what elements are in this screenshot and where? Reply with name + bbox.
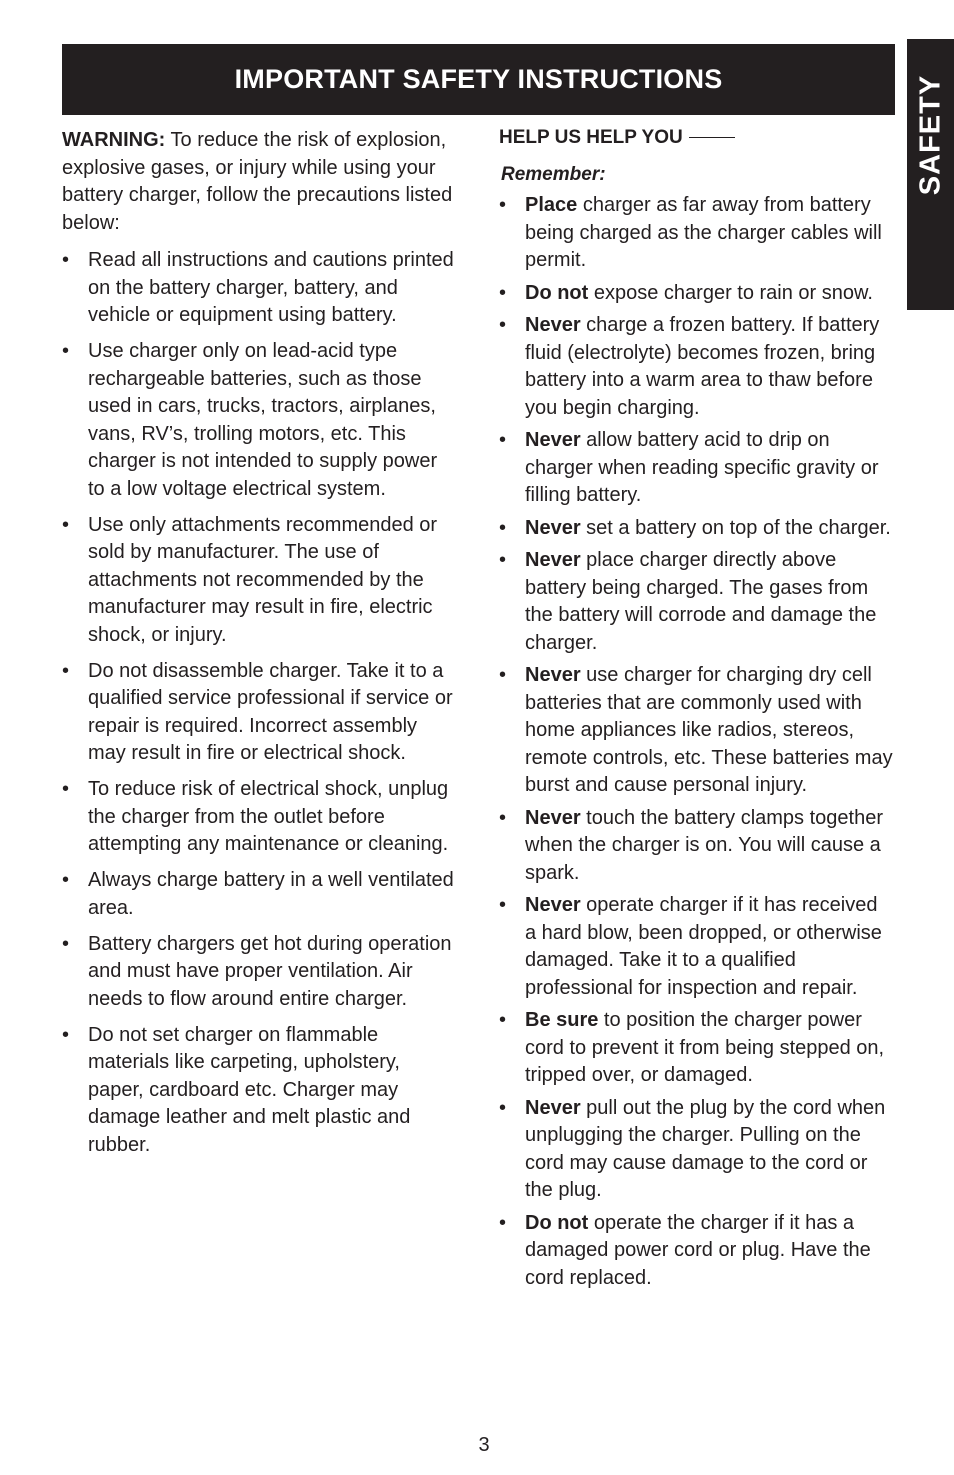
list-item-text: Do not set charger on flammable materials like carpeting, upholstery, paper, cardboard etc. Charger may damage leather and melt plastic and rubber. — [88, 1023, 411, 1156]
list-item-lead: Place — [525, 194, 578, 216]
list-item-text: to position the charger power cord to prevent it from being stepped on, tripped over, or damaged. — [525, 1009, 885, 1086]
list-item-text: place charger directly above battery being charged. The gases from the battery will corrode and damage the charger. — [525, 549, 877, 654]
list-item — [62, 1022, 457, 1160]
list-item-lead: Never — [525, 549, 581, 571]
list-item-text: charger as far away from battery being charged as the charger cables will permit. — [525, 194, 882, 271]
list-item-text: charge a frozen battery. If battery fluid (electrolyte) becomes frozen, bring battery into a warm area to thaw before you begin charging. — [525, 314, 880, 419]
list-item — [62, 776, 457, 859]
list-item — [62, 247, 457, 330]
bullet-icon: • — [62, 869, 70, 891]
list-item-text: use charger for charging dry cell batteries that are commonly used with home appliances like radios, stereos, remote controls, etc. These batteries may burst and cause personal injury. — [525, 664, 893, 796]
precautions-list — [62, 247, 457, 1159]
list-item-lead: Do not — [525, 281, 589, 304]
warning-paragraph — [62, 127, 457, 237]
section-tab-label: SAFETY — [914, 74, 946, 196]
bullet-icon: • — [499, 281, 507, 304]
list-item — [499, 1007, 894, 1090]
list-item-text: operate charger if it has received a hard blow, been dropped, or otherwise damaged. Take it to a qualified professional for inspection and repair. — [525, 894, 882, 999]
list-item — [499, 1210, 894, 1293]
list-item — [499, 427, 894, 510]
remember-list — [499, 192, 894, 1292]
warning-label: WARNING: — [62, 129, 166, 151]
list-item-lead: Never — [525, 894, 581, 916]
page-number: 3 — [478, 1434, 490, 1456]
bullet-icon: • — [499, 1211, 507, 1234]
list-item-lead: Never — [525, 806, 581, 829]
bullet-icon: • — [499, 314, 507, 336]
help-heading-text: HELP US HELP YOU — [499, 127, 683, 148]
list-item-text: pull out the plug by the cord when unplugging the charger. Pulling on the cord may cause damage to the cord or the plug. — [525, 1096, 886, 1201]
list-item-lead: Never — [525, 664, 581, 686]
list-item-text: set a battery on top of the charger. — [580, 516, 891, 539]
bullet-icon: • — [62, 932, 70, 955]
bullet-icon: • — [499, 806, 507, 829]
list-item — [62, 931, 457, 1014]
list-item — [499, 805, 894, 888]
warning-text: To reduce the risk of explosion, explosive gases, or injury while using your battery charger, follow the precautions listed below: — [62, 129, 453, 234]
list-item — [499, 547, 894, 657]
list-item-lead: Never — [525, 429, 581, 451]
remember-subheading: Remember: — [501, 164, 606, 185]
list-item-text: operate the charger if it has a damaged power cord or plug. Have the cord replaced. — [525, 1211, 871, 1289]
list-item-lead: Do not — [525, 1211, 589, 1234]
list-item-lead: Never — [525, 516, 581, 539]
list-item-lead: Never — [525, 1096, 581, 1119]
bullet-icon: • — [499, 194, 507, 216]
bullet-icon: • — [499, 516, 507, 539]
list-item — [499, 892, 894, 1002]
bullet-icon: • — [499, 429, 507, 451]
section-tab — [907, 39, 954, 310]
list-item-text: Do not disassemble charger. Take it to a qualified service professional if service or repair is required. Incorrect assembly may result in fire or electrical shock. — [88, 659, 453, 764]
list-item — [499, 280, 894, 308]
list-item-lead: Be sure — [525, 1009, 599, 1031]
list-item-text: To reduce risk of electrical shock, unplug the charger from the outlet before attempting any maintenance or cleaning. — [88, 778, 449, 855]
bullet-icon: • — [62, 249, 70, 271]
bullet-icon: • — [499, 664, 507, 686]
list-item-text: Read all instructions and cautions printed on the battery charger, battery, and vehicle or equipment using battery. — [88, 249, 454, 326]
list-item-text: Use only attachments recommended or sold by manufacturer. The use of attachments not recommended by the manufacturer may result in fire, electric shock, or injury. — [88, 513, 438, 646]
list-item — [499, 1095, 894, 1205]
list-item-text: allow battery acid to drip on charger when reading specific gravity or filling battery. — [525, 429, 879, 506]
bullet-icon: • — [499, 1009, 507, 1031]
page-title: IMPORTANT SAFETY INSTRUCTIONS — [234, 64, 723, 94]
left-column — [62, 127, 457, 1168]
bullet-icon: • — [62, 513, 70, 536]
list-item — [62, 512, 457, 650]
help-heading — [499, 124, 894, 151]
bullet-icon: • — [499, 549, 507, 571]
list-item — [499, 192, 894, 275]
bullet-icon: • — [499, 894, 507, 916]
bullet-icon: • — [62, 1023, 70, 1046]
bullet-icon: • — [62, 659, 70, 682]
list-item-text: Always charge battery in a well ventilated area. — [88, 869, 454, 919]
list-item-text: touch the battery clamps together when the charger is on. You will cause a spark. — [525, 806, 884, 884]
bullet-icon: • — [499, 1096, 507, 1119]
bullet-icon: • — [62, 340, 70, 362]
right-column — [499, 124, 894, 1297]
list-item — [62, 658, 457, 768]
list-item — [499, 662, 894, 800]
bullet-icon: • — [62, 778, 70, 800]
list-item-text: expose charger to rain or snow. — [588, 281, 873, 304]
list-item — [499, 515, 894, 543]
list-item — [62, 338, 457, 503]
list-item — [499, 312, 894, 422]
list-item-text: Use charger only on lead-acid type rechargeable batteries, such as those used in cars, trucks, tractors, airplanes, vans, RV’s, trolling motors, etc. This charger is not intended to supply power to a low voltage electrical system. — [88, 340, 438, 500]
list-item-lead: Never — [525, 314, 581, 336]
title-banner — [62, 44, 895, 115]
list-item-text: Battery chargers get hot during operation and must have proper ventilation. Air needs to flow around entire charger. — [88, 932, 452, 1010]
list-item — [62, 867, 457, 922]
heading-rule — [689, 137, 735, 138]
